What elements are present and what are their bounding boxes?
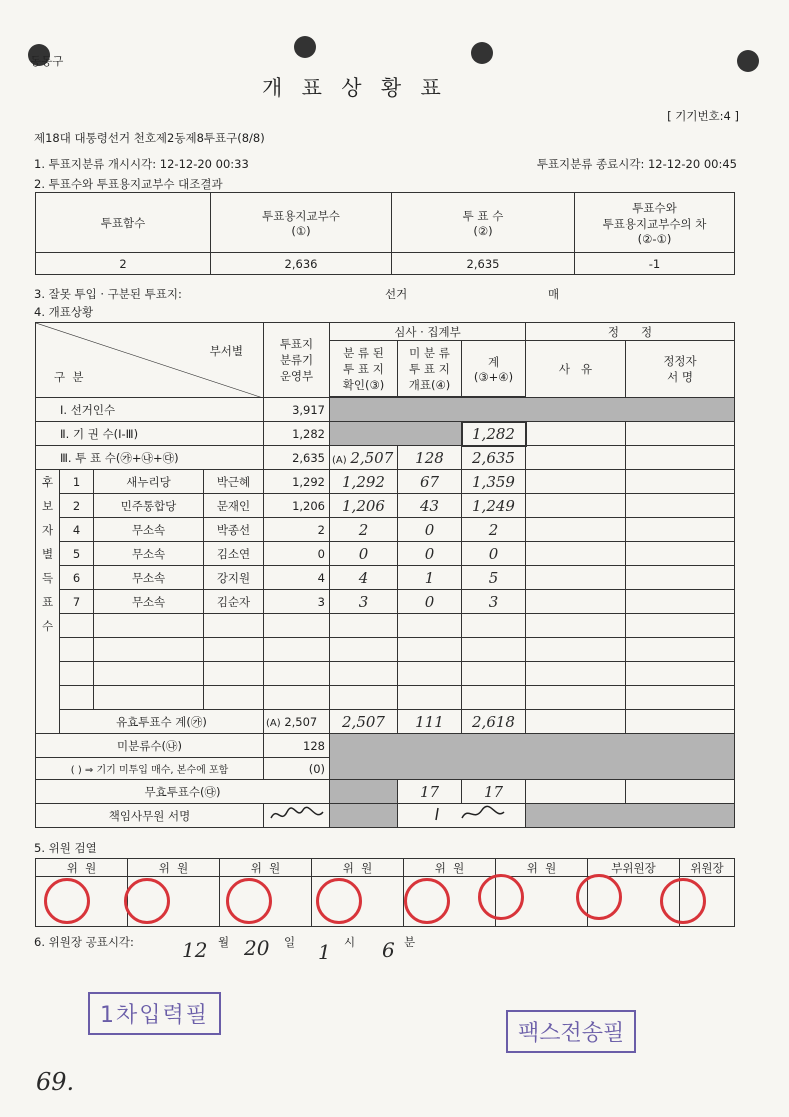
candidate-name: 문재인 bbox=[204, 494, 264, 518]
candidate-value: 1,206 bbox=[264, 494, 330, 518]
candidate-reason bbox=[526, 518, 626, 542]
value-votes: 2,635 bbox=[392, 253, 575, 275]
header-difference: 투표수와 투표용지교부수의 차 (②-①) bbox=[575, 193, 735, 253]
candidate-party: 무소속 bbox=[94, 590, 204, 614]
row-abstain-label: Ⅱ. 기 권 수(Ⅰ-Ⅲ) bbox=[36, 422, 264, 446]
role-header: 위 원 bbox=[496, 859, 588, 877]
row-voters-label: Ⅰ. 선거인수 bbox=[36, 398, 264, 422]
candidate-value: 3 bbox=[264, 590, 330, 614]
header-reason: 사 유 bbox=[526, 341, 626, 398]
shaded-cell bbox=[330, 780, 398, 804]
candidate-signer bbox=[626, 494, 735, 518]
header-review: 심사 · 집계부 bbox=[330, 323, 526, 341]
red-seal bbox=[124, 878, 170, 924]
candidate-no: 1 bbox=[60, 470, 94, 494]
fax-stamp: 팩스전송필 bbox=[506, 1010, 636, 1053]
candidate-total: 1,359 bbox=[462, 470, 526, 494]
row-votes-total: 2,635 bbox=[462, 446, 526, 470]
red-seal bbox=[576, 874, 622, 920]
candidate-unclassified: 1 bbox=[398, 566, 462, 590]
candidate-no: 7 bbox=[60, 590, 94, 614]
signature-mark bbox=[412, 804, 512, 824]
row-abstain-signer bbox=[626, 422, 735, 446]
candidate-value: 1,292 bbox=[264, 470, 330, 494]
candidate-unclassified: 67 bbox=[398, 470, 462, 494]
role-header: 위 원 bbox=[312, 859, 404, 877]
punch-hole bbox=[737, 50, 759, 72]
role-header: 위 원 bbox=[404, 859, 496, 877]
entry-stamp: 1차입력필 bbox=[88, 992, 221, 1035]
row-abstain-handwritten: 1,282 bbox=[462, 422, 526, 446]
candidate-reason bbox=[526, 494, 626, 518]
row-unclassified-value: 128 bbox=[264, 734, 330, 758]
candidate-unclassified: 0 bbox=[398, 518, 462, 542]
candidate-total: 0 bbox=[462, 542, 526, 566]
announce-day: 20 bbox=[244, 936, 270, 960]
header-total: 계 (③+④) bbox=[462, 341, 526, 397]
candidate-party: 무소속 bbox=[94, 542, 204, 566]
candidate-value: 2 bbox=[264, 518, 330, 542]
candidate-party: 새누리당 bbox=[94, 470, 204, 494]
section3-count-unit: 매 bbox=[548, 287, 560, 301]
candidate-signer bbox=[626, 470, 735, 494]
ballot-comparison-table bbox=[35, 192, 735, 275]
row-voters-value: 3,917 bbox=[264, 398, 330, 422]
header-gubun: 구 분 bbox=[54, 370, 84, 384]
value-issued: 2,636 bbox=[211, 253, 392, 275]
role-header: 위 원 bbox=[128, 859, 220, 877]
section4-label: 4. 개표상황 bbox=[34, 305, 94, 319]
row-invalid-reason bbox=[526, 780, 626, 804]
diagonal-line bbox=[36, 323, 263, 398]
candidate-value: 4 bbox=[264, 566, 330, 590]
candidate-value: 0 bbox=[264, 542, 330, 566]
candidate-reason bbox=[526, 566, 626, 590]
signature-mark bbox=[267, 804, 327, 824]
row-valid-total: 2,618 bbox=[462, 710, 526, 734]
candidate-unclassified: 0 bbox=[398, 590, 462, 614]
candidate-name: 김순자 bbox=[204, 590, 264, 614]
candidate-total: 1,249 bbox=[462, 494, 526, 518]
candidate-unclassified: 0 bbox=[398, 542, 462, 566]
page-title: 개 표 상 황 표 bbox=[262, 76, 443, 100]
sign-scribble-2 bbox=[398, 804, 526, 828]
row-votes-classified: (A) 2,507 bbox=[330, 446, 398, 470]
section3-election: 선거 bbox=[385, 287, 408, 301]
candidate-party: 민주통합당 bbox=[94, 494, 204, 518]
red-seal bbox=[660, 878, 706, 924]
page-number: 69. bbox=[36, 1068, 75, 1096]
sort-end-time: 투표지분류 종료시각: 12-12-20 00:45 bbox=[536, 157, 737, 171]
candidate-reason bbox=[526, 542, 626, 566]
candidate-side-label: 후 보 자 별 득 표 수 bbox=[36, 470, 60, 734]
row-valid-value: (A) 2,507 bbox=[264, 710, 330, 734]
candidate-no: 6 bbox=[60, 566, 94, 590]
candidate-total: 2 bbox=[462, 518, 526, 542]
candidate-classified: 4 bbox=[330, 566, 398, 590]
row-valid-reason bbox=[526, 710, 626, 734]
row-unclassified-label: 미분류수(㉯) bbox=[36, 734, 264, 758]
candidate-signer bbox=[626, 566, 735, 590]
election-line: 제18대 대통령선거 천호제2동제8투표구(8/8) bbox=[34, 131, 265, 145]
row-valid-label: 유효투표수 계(㉮) bbox=[60, 710, 264, 734]
header-correction: 정 정 bbox=[526, 323, 735, 341]
candidate-name: 박근혜 bbox=[204, 470, 264, 494]
machine-number: [ 기기번호:4 ] bbox=[667, 109, 739, 123]
row-valid-classified: 2,507 bbox=[330, 710, 398, 734]
shaded-cell bbox=[330, 734, 735, 780]
row-note-label: ( ) ⇒ 기기 미투입 매수, 본수에 포함 bbox=[36, 758, 264, 780]
row-note-value: (0) bbox=[264, 758, 330, 780]
announce-minute-unit: 분 bbox=[404, 935, 416, 949]
row-votes-unclassified: 128 bbox=[398, 446, 462, 470]
header-votes: 투 표 수 (②) bbox=[392, 193, 575, 253]
row-votes-reason bbox=[526, 446, 626, 470]
announce-month-unit: 월 bbox=[218, 935, 230, 949]
candidate-classified: 0 bbox=[330, 542, 398, 566]
header-unclassified: 미 분 류 투 표 지 개표(④) bbox=[398, 341, 462, 397]
shaded-cell bbox=[330, 422, 462, 446]
candidate-no: 4 bbox=[60, 518, 94, 542]
row-sign-label: 책임사무원 서명 bbox=[36, 804, 264, 828]
header-diagonal-cell bbox=[36, 323, 264, 398]
row-abstain-reason bbox=[526, 422, 626, 446]
candidate-reason bbox=[526, 470, 626, 494]
empty-candidate-row bbox=[36, 686, 735, 710]
candidate-party: 무소속 bbox=[94, 566, 204, 590]
candidate-total: 5 bbox=[462, 566, 526, 590]
candidate-unclassified: 43 bbox=[398, 494, 462, 518]
row-votes-value: 2,635 bbox=[264, 446, 330, 470]
role-header: 위 원 bbox=[36, 859, 128, 877]
header-issued: 투표용지교부수 (①) bbox=[211, 193, 392, 253]
red-seal bbox=[478, 874, 524, 920]
announce-hour-unit: 시 bbox=[344, 935, 356, 949]
punch-hole bbox=[294, 36, 316, 58]
shaded-cell bbox=[330, 398, 735, 422]
section6-label: 6. 위원장 공표시각: bbox=[34, 935, 134, 949]
sign-scribble bbox=[264, 804, 330, 828]
shaded-cell bbox=[330, 804, 398, 828]
red-seal bbox=[44, 878, 90, 924]
row-votes-label: Ⅲ. 투 표 수(㉮+㉯+㉰) bbox=[36, 446, 264, 470]
candidate-no: 5 bbox=[60, 542, 94, 566]
candidate-name: 강지원 bbox=[204, 566, 264, 590]
punch-hole bbox=[471, 42, 493, 64]
role-header: 부위원장 bbox=[588, 859, 680, 877]
empty-candidate-row bbox=[36, 638, 735, 662]
row-votes-signer bbox=[626, 446, 735, 470]
section3-label: 3. 잘못 투입 · 구분된 투표지: bbox=[34, 287, 182, 301]
header-box-count: 투표함수 bbox=[36, 193, 211, 253]
announce-hour: 1 bbox=[318, 940, 331, 964]
red-seal bbox=[404, 878, 450, 924]
candidate-party: 무소속 bbox=[94, 518, 204, 542]
candidate-classified: 2 bbox=[330, 518, 398, 542]
candidate-name: 김소연 bbox=[204, 542, 264, 566]
row-invalid-signer bbox=[626, 780, 735, 804]
candidate-signer bbox=[626, 590, 735, 614]
candidate-total: 3 bbox=[462, 590, 526, 614]
section5-label: 5. 위원 검열 bbox=[34, 841, 97, 855]
announce-month: 12 bbox=[182, 938, 208, 962]
district-label: 동동구 bbox=[30, 54, 64, 68]
candidate-signer bbox=[626, 518, 735, 542]
empty-candidate-row bbox=[36, 662, 735, 686]
candidate-classified: 1,206 bbox=[330, 494, 398, 518]
counting-status-table bbox=[35, 322, 735, 828]
candidate-name: 박종선 bbox=[204, 518, 264, 542]
red-seal bbox=[316, 878, 362, 924]
section2-label: 2. 투표수와 투표용지교부수 대조결과 bbox=[34, 177, 223, 191]
header-dept: 부서별 bbox=[209, 344, 243, 358]
row-invalid-label: 무효투표수(㉰) bbox=[36, 780, 330, 804]
value-box-count: 2 bbox=[36, 253, 211, 275]
empty-candidate-row bbox=[36, 614, 735, 638]
header-signer: 정정자 서 명 bbox=[626, 341, 735, 398]
role-header: 위원장 bbox=[680, 859, 735, 877]
row-valid-unclassified: 111 bbox=[398, 710, 462, 734]
announce-day-unit: 일 bbox=[284, 935, 296, 949]
value-difference: -1 bbox=[575, 253, 735, 275]
header-classified: 분 류 된 투 표 지 확인(③) bbox=[330, 341, 398, 397]
red-seal bbox=[226, 878, 272, 924]
row-invalid-unclassified: 17 bbox=[398, 780, 462, 804]
announce-minute: 6 bbox=[382, 938, 395, 962]
row-abstain-value: 1,282 bbox=[264, 422, 330, 446]
role-header: 위 원 bbox=[220, 859, 312, 877]
candidate-classified: 1,292 bbox=[330, 470, 398, 494]
shaded-cell bbox=[526, 804, 735, 828]
candidate-signer bbox=[626, 542, 735, 566]
header-machine: 투표지 분류기 운영부 bbox=[264, 323, 330, 398]
candidate-classified: 3 bbox=[330, 590, 398, 614]
candidate-reason bbox=[526, 590, 626, 614]
row-invalid-total: 17 bbox=[462, 780, 526, 804]
row-valid-signer bbox=[626, 710, 735, 734]
sort-start-time: 1. 투표지분류 개시시각: 12-12-20 00:33 bbox=[34, 157, 249, 171]
candidate-no: 2 bbox=[60, 494, 94, 518]
